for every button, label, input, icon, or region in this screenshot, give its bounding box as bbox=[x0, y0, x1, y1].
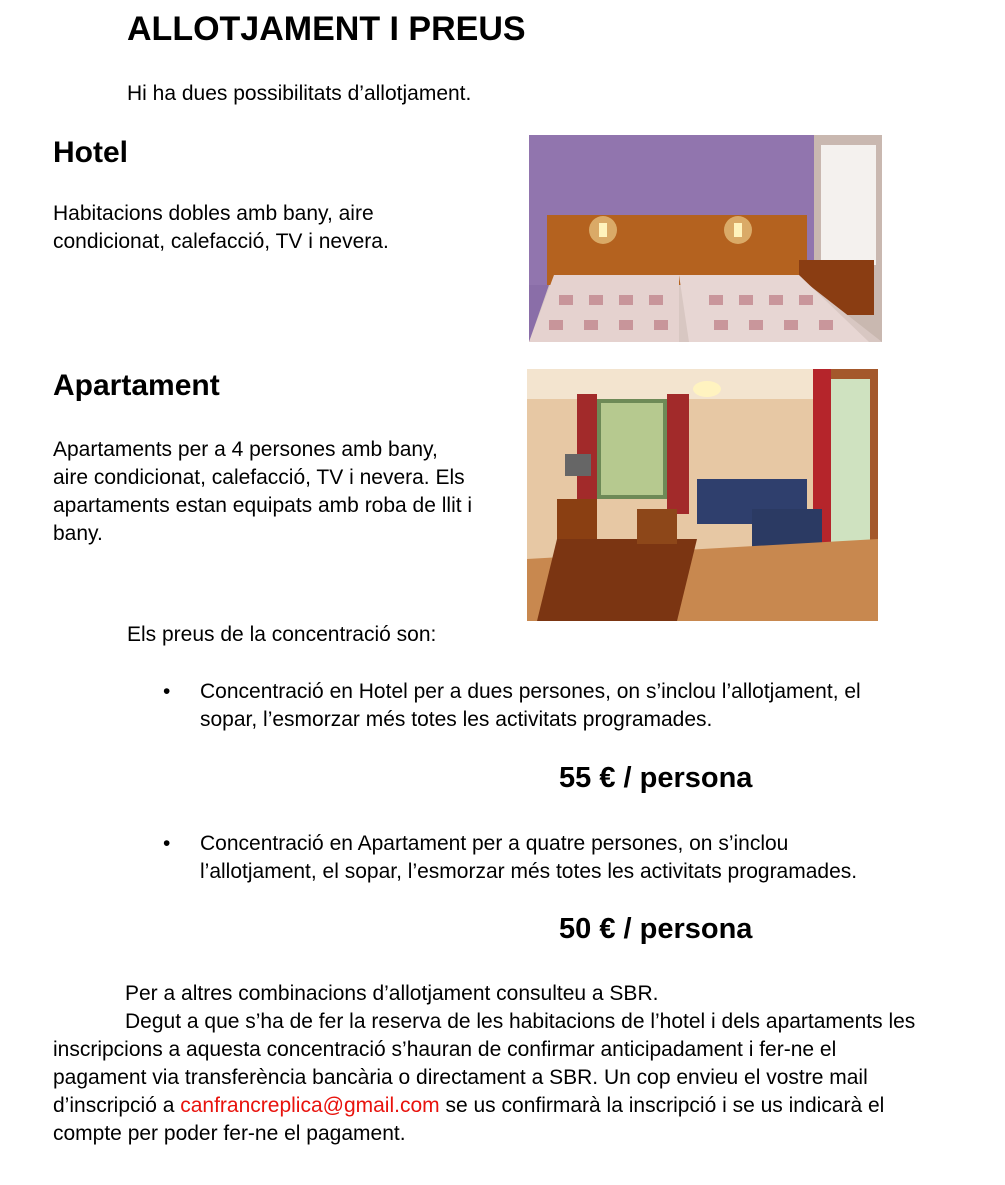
option-apartment-text: Concentració en Apartament per a quatre persones, on s’inclou l’allotjament, el sopar, l’esmorzar més totes les activitats programades. bbox=[200, 832, 858, 883]
bullet-dot: • bbox=[163, 680, 171, 703]
footer-text bbox=[53, 980, 933, 1148]
hotel-heading: Hotel bbox=[53, 136, 128, 169]
footer-line1: Per a altres combinacions d’allotjament consulteu a SBR. bbox=[125, 982, 659, 1005]
option-hotel-text: Concentració en Hotel per a dues persones, on s’inclou l’allotjament, el sopar, l’esmorzar més totes les activitats programades. bbox=[200, 680, 861, 731]
apartment-photo bbox=[527, 369, 878, 621]
option-hotel-price: 55 € / persona bbox=[559, 762, 753, 794]
prices-intro: Els preus de la concentració son: bbox=[127, 623, 437, 646]
footer-paragraph-start: Degut a que s’ha de fer la reserva de les habitacions de l’hotel i dels apartaments les inscripcions a aquesta concentració s’hauran de confirmar anticipadament i fer-ne el pagament via transferència bancària o directament a SBR. Un cop envieu el vostre mail d’inscripció a bbox=[53, 1010, 916, 1117]
hotel-room-photo bbox=[529, 135, 882, 342]
footer-paragraph-end: se us confirmarà la inscripció i se us indicarà el compte per poder fer-ne el pagament. bbox=[53, 1094, 885, 1145]
option-apartment-price: 50 € / persona bbox=[559, 913, 753, 945]
contact-email-link[interactable]: canfrancreplica@gmail.com bbox=[180, 1094, 440, 1117]
apartment-heading: Apartament bbox=[53, 369, 220, 402]
hotel-description: Habitacions dobles amb bany, aire condicionat, calefacció, TV i nevera. bbox=[53, 202, 389, 253]
page-title: ALLOTJAMENT I PREUS bbox=[127, 10, 526, 48]
bullet-dot: • bbox=[163, 832, 171, 855]
intro-text: Hi ha dues possibilitats d’allotjament. bbox=[127, 82, 472, 105]
apartment-description: Apartaments per a 4 persones amb bany, aire condicionat, calefacció, TV i nevera. Els apartaments estan equipats amb roba de llit i bany. bbox=[53, 438, 473, 545]
